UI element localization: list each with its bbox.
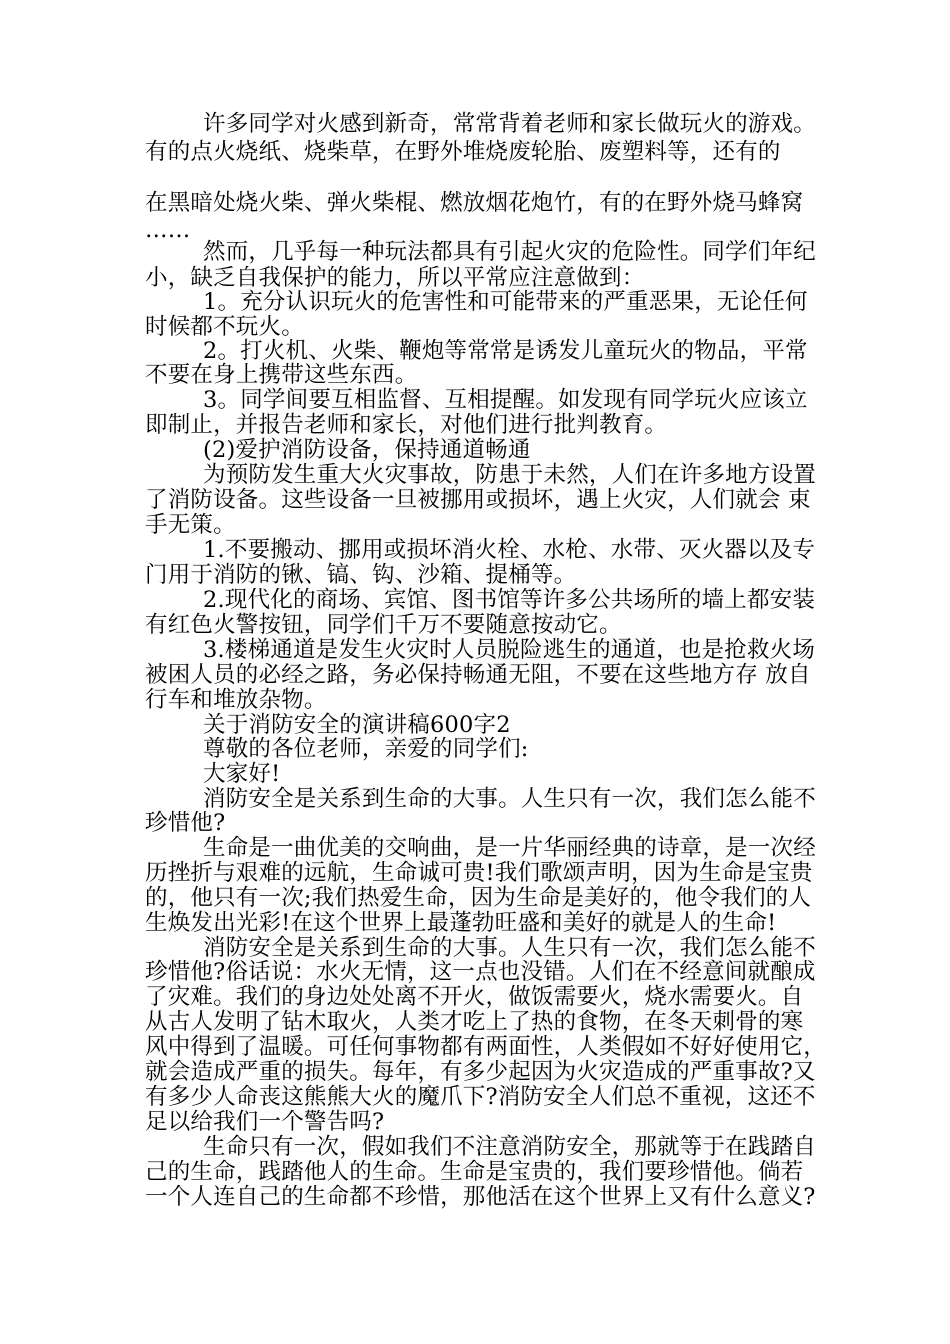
text-line: 3。同学间要互相监督、互相提醒。如发现有同学玩火应该立 [203,387,808,413]
text-line: 门用于消防的锹、镐、钩、沙箱、提桶等。 [145,562,577,588]
text-line: 生命是一曲优美的交响曲，是一片华丽经典的诗章，是一次经 [203,835,816,861]
text-line: 就会造成严重的损失。每年，有多少起因为火灾造成的严重事故?又 [145,1059,816,1085]
text-line: 了消防设备。这些设备一旦被挪用或损坏，遇上火灾，人们就会 束 [145,487,811,513]
text-line: 一个人连自己的生命都不珍惜，那他活在这个世界上又有什么意义? [145,1184,816,1210]
text-line: 消防安全是关系到生命的大事。人生只有一次，我们怎么能不 [203,935,816,961]
text-line: 己的生命，践踏他人的生命。生命是宝贵的，我们要珍惜他。倘若 [145,1159,804,1185]
text-line: 足以给我们一个警告吗? [145,1109,385,1135]
text-line: 有多少人命丧这熊熊大火的魔爪下?消防安全人们总不重视，这还不 [145,1084,816,1110]
text-line: 从古人发明了钻木取火，人类才吃上了热的食物，在冬天刺骨的寒 [145,1009,804,1035]
text-line: 3.楼梯通道是发生火灾时人员脱险逃生的通道，也是抢救火场 [203,637,816,663]
text-line: 的，他只有一次;我们热爱生命，因为生命是美好的，他令我们的人 [145,885,812,911]
text-line: 大家好! [203,761,281,787]
text-line: 历挫折与艰难的远航，生命诚可贵!我们歌颂声明，因为生命是宝贵 [145,860,813,886]
text-line: …… [145,217,191,243]
text-line: 2。打火机、火柴、鞭炮等常常是诱发儿童玩火的物品，平常 [203,338,808,364]
text-line: 1.不要搬动、挪用或损坏消火栓、水枪、水带、灭火器以及专 [203,537,816,563]
text-line: 小，缺乏自我保护的能力，所以平常应注意做到： [145,265,645,291]
text-line: 然而，几乎每一种玩法都具有引起火灾的危险性。同学们年纪 [203,239,816,265]
text-line: 消防安全是关系到生命的大事。人生只有一次，我们怎么能不 [203,786,816,812]
text-line: 不要在身上携带这些东西。 [145,362,418,388]
text-line: 关于消防安全的演讲稿600字2 [203,712,511,738]
text-line: (2)爱护消防设备，保持通道畅通 [203,437,531,463]
text-line: 许多同学对火感到新奇，常常背着老师和家长做玩火的游戏。 [203,111,816,137]
text-line: 被困人员的必经之路，务必保持畅通无阻，不要在这些地方存 放自 [145,662,811,688]
text-line: 生命只有一次，假如我们不注意消防安全，那就等于在践踏自 [203,1134,816,1160]
text-line: 生焕发出光彩!在这个世界上最蓬勃旺盛和美好的就是人的生命! [145,910,777,936]
text-line: 在黑暗处烧火柴、弹火柴棍、燃放烟花炮竹，有的在野外烧马蜂窝 [145,190,804,216]
text-line: 珍惜他? [145,810,226,836]
text-line: 有的点火烧纸、烧柴草，在野外堆烧废轮胎、废塑料等，还有的 [145,139,781,165]
text-line: 1。充分认识玩火的危害性和可能带来的严重恶果，无论任何 [203,289,808,315]
text-line: 了灾难。我们的身边处处离不开火，做饭需要火，烧水需要火。自 [145,984,804,1010]
text-line: 为预防发生重大火灾事故，防患于未然，人们在许多地方设置 [203,462,816,488]
text-line: 有红色火警按钮，同学们千万不要随意按动它。 [145,612,622,638]
text-line: 2.现代化的商场、宾馆、图书馆等许多公共场所的墙上都安装 [203,587,816,613]
text-line: 手无策。 [145,512,236,538]
text-line: 珍惜他?俗话说：水火无情，这一点也没错。人们在不经意间就酿成 [145,959,816,985]
text-line: 尊敬的各位老师，亲爱的同学们: [203,736,529,762]
text-line: 风中得到了温暖。可任何事物都有两面性，人类假如不好好使用它， [145,1034,827,1060]
text-line: 即制止，并报告老师和家长，对他们进行批判教育。 [145,412,668,438]
text-line: 行车和堆放杂物。 [145,687,327,713]
text-line: 时候都不玩火。 [145,314,304,340]
